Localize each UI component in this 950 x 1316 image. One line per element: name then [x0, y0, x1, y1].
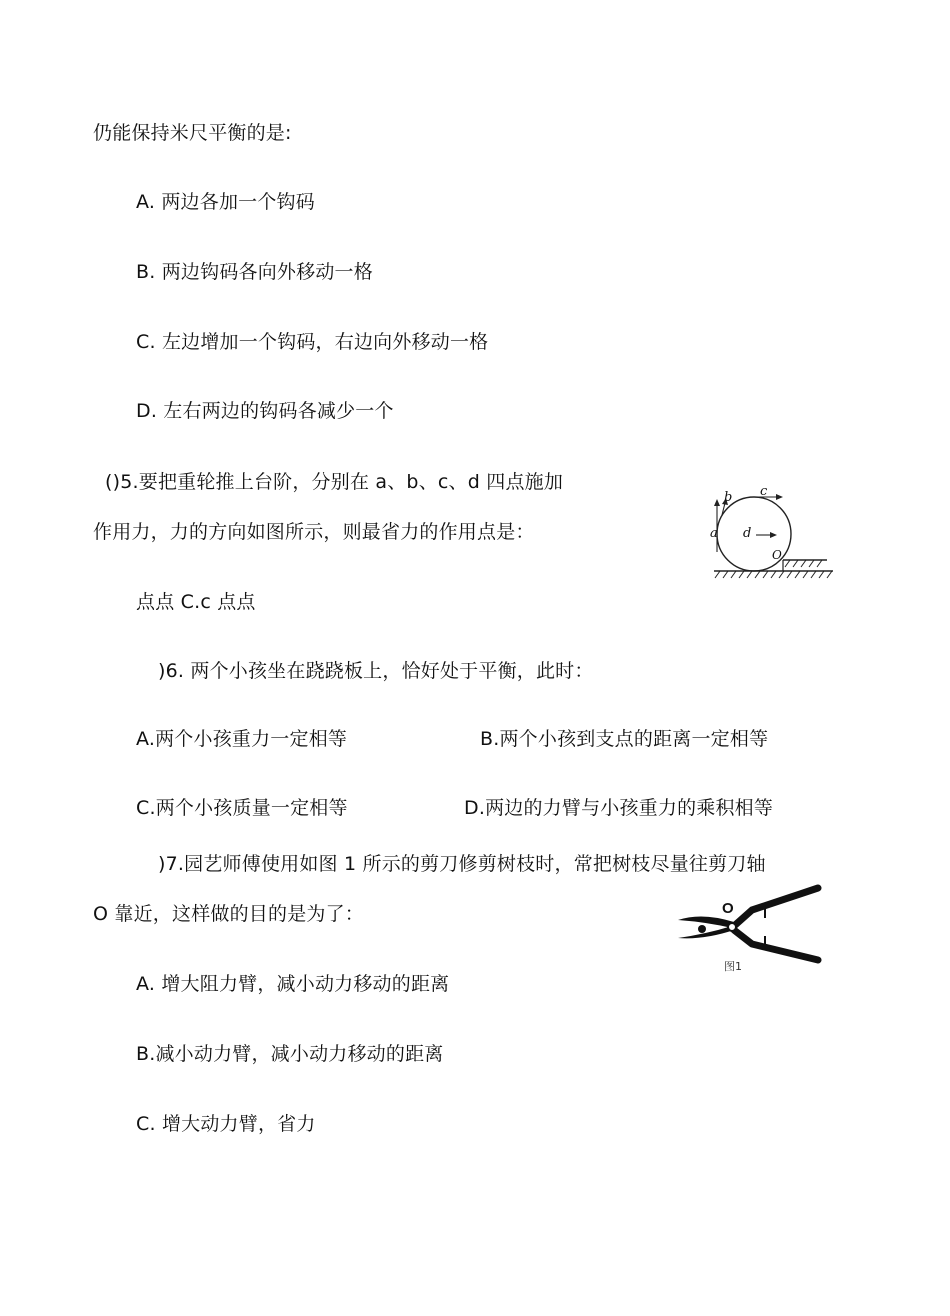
q7-stem-line2: O 靠近，这样做的目的是为了： — [93, 903, 364, 925]
wheel-label-b: b — [724, 490, 733, 505]
q7-stem-line1: )7.园艺师傅使用如图 1 所示的剪刀修剪树枝时，常把树枝尽量往剪刀轴 — [158, 853, 766, 875]
shears-caption: 图1 — [724, 960, 742, 973]
q5-options: 点点 C.c 点点 — [136, 591, 256, 613]
q7-option-b: B.减小动力臂，减小动力移动的距离 — [136, 1043, 444, 1065]
q7-option-a: A. 增大阻力臂，减小动力移动的距离 — [136, 973, 450, 995]
q4-option-a: A. 两边各加一个钩码 — [136, 191, 315, 213]
wheel-label-d: d — [743, 526, 752, 541]
q4-stem-tail: 仍能保持米尺平衡的是: — [93, 122, 292, 144]
wheel-label-a: a — [710, 526, 718, 541]
q4-option-b: B. 两边钩码各向外移动一格 — [136, 261, 373, 283]
wheel-label-o: O — [772, 548, 782, 562]
shears-figure — [672, 882, 824, 974]
q6-option-c: C.两个小孩质量一定相等 — [136, 797, 348, 819]
q4-option-c: C. 左边增加一个钩码，右边向外移动一格 — [136, 331, 489, 353]
q4-option-d: D. 左右两边的钩码各减少一个 — [136, 400, 394, 422]
shears-label-o: O — [722, 900, 734, 917]
q6-option-a: A.两个小孩重力一定相等 — [136, 728, 348, 750]
wheel-label-c: c — [760, 484, 768, 499]
q6-stem: )6. 两个小孩坐在跷跷板上，恰好处于平衡，此时： — [158, 660, 594, 682]
q5-stem-line2: 作用力，力的方向如图所示，则最省力的作用点是： — [93, 521, 535, 543]
q7-option-c: C. 增大动力臂，省力 — [136, 1113, 316, 1135]
wheel-step-figure — [700, 482, 842, 582]
q6-option-b: B.两个小孩到支点的距离一定相等 — [480, 728, 769, 750]
q6-option-d: D.两边的力臂与小孩重力的乘积相等 — [464, 797, 774, 819]
q5-stem-line1: ()5.要把重轮推上台阶，分别在 a、b、c、d 四点施加 — [105, 471, 564, 493]
